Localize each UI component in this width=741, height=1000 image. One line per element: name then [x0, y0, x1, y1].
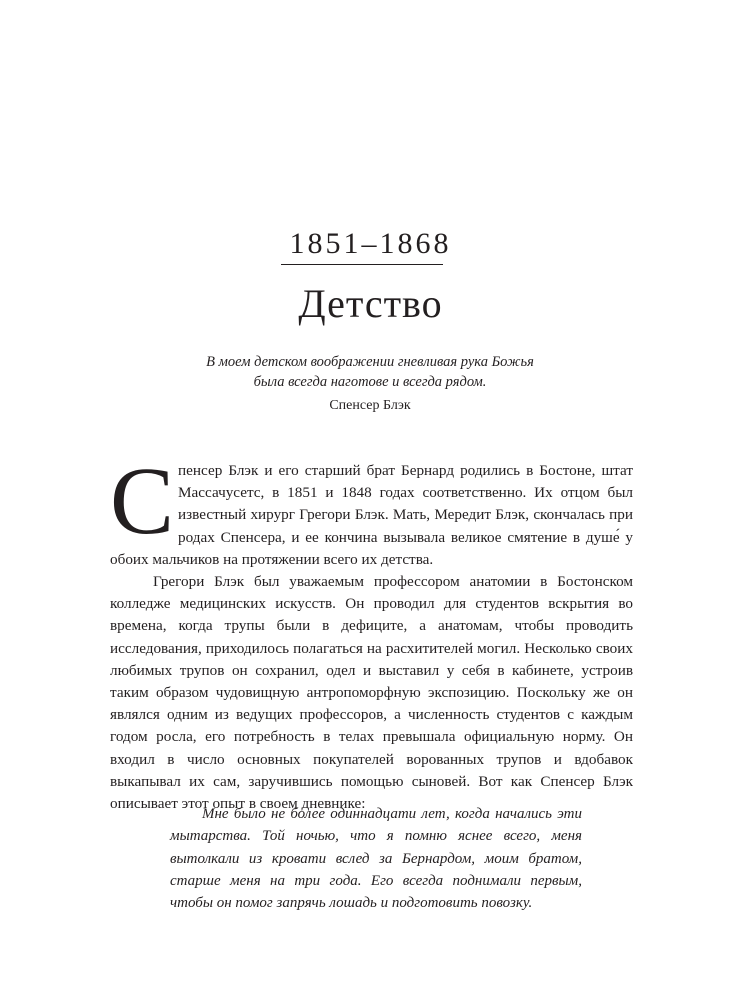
chapter-title: Детство: [298, 281, 443, 326]
diary-quote: [170, 803, 582, 914]
epigraph-author: Спенсер Блэк: [329, 398, 411, 413]
paragraph-1-text: пенсер Блэк и его старший брат Бернард родились в Бостоне, штат Массачусетс, в 1851 и 1848 годах соответственно. Их отцом был известный хирург Грегори Блэк. Мать, Мередит Блэк, скончалась при родах Спенсера, и ее кончина вызывала великое смятение в душе́ у обоих мальчиков на протяжении всего их детства.: [110, 462, 633, 568]
paragraph-2: Грегори Блэк был уважаемым профессором анатомии в Бостонском колледже медицинских искусств. Он проводил для студентов вскрытия во времена, когда трупы были в дефиците, а анатомам, чтобы проводить исследования, приходилось полагаться на расхитителей могил. Несколько своих любимых трупов он сохранил, одел и выставил у себя в кабинете, устроив таким образом чудовищную антропоморфную экспозицию. Поскольку же он являлся одним из ведущих профессоров, а численность студентов с каждым годом росла, его потребность в телах превышала официальную норму. Он входил в число основных покупателей ворованных трупов и вдобавок выкапывал их сам, заручившись помощью сыновей. Вот как Спенсер Блэк описывает этот опыт в своем дневнике:: [110, 573, 633, 813]
paragraph-1: [110, 447, 633, 571]
diary-quote-text: Мне было не более одиннадцати лет, когда начались эти мытарства. Той ночью, что я помню яснее всего, меня вытолкали из кровати вслед за Бернардом, моим братом, старше меня на три года. Его всегда поднимали первым, чтобы он помог запрячь лошадь и подготовить повозку.: [170, 806, 582, 912]
drop-cap: С: [110, 447, 175, 554]
body-text: [110, 447, 633, 815]
chapter-divider: [281, 264, 443, 265]
epigraph-line-2: была всегда наготове и всегда рядом.: [253, 374, 487, 390]
chapter-years: 1851–1868: [289, 227, 452, 260]
epigraph-line-1: В моем детском воображении гневливая рука Божья: [206, 354, 534, 370]
epigraph: [140, 352, 600, 392]
